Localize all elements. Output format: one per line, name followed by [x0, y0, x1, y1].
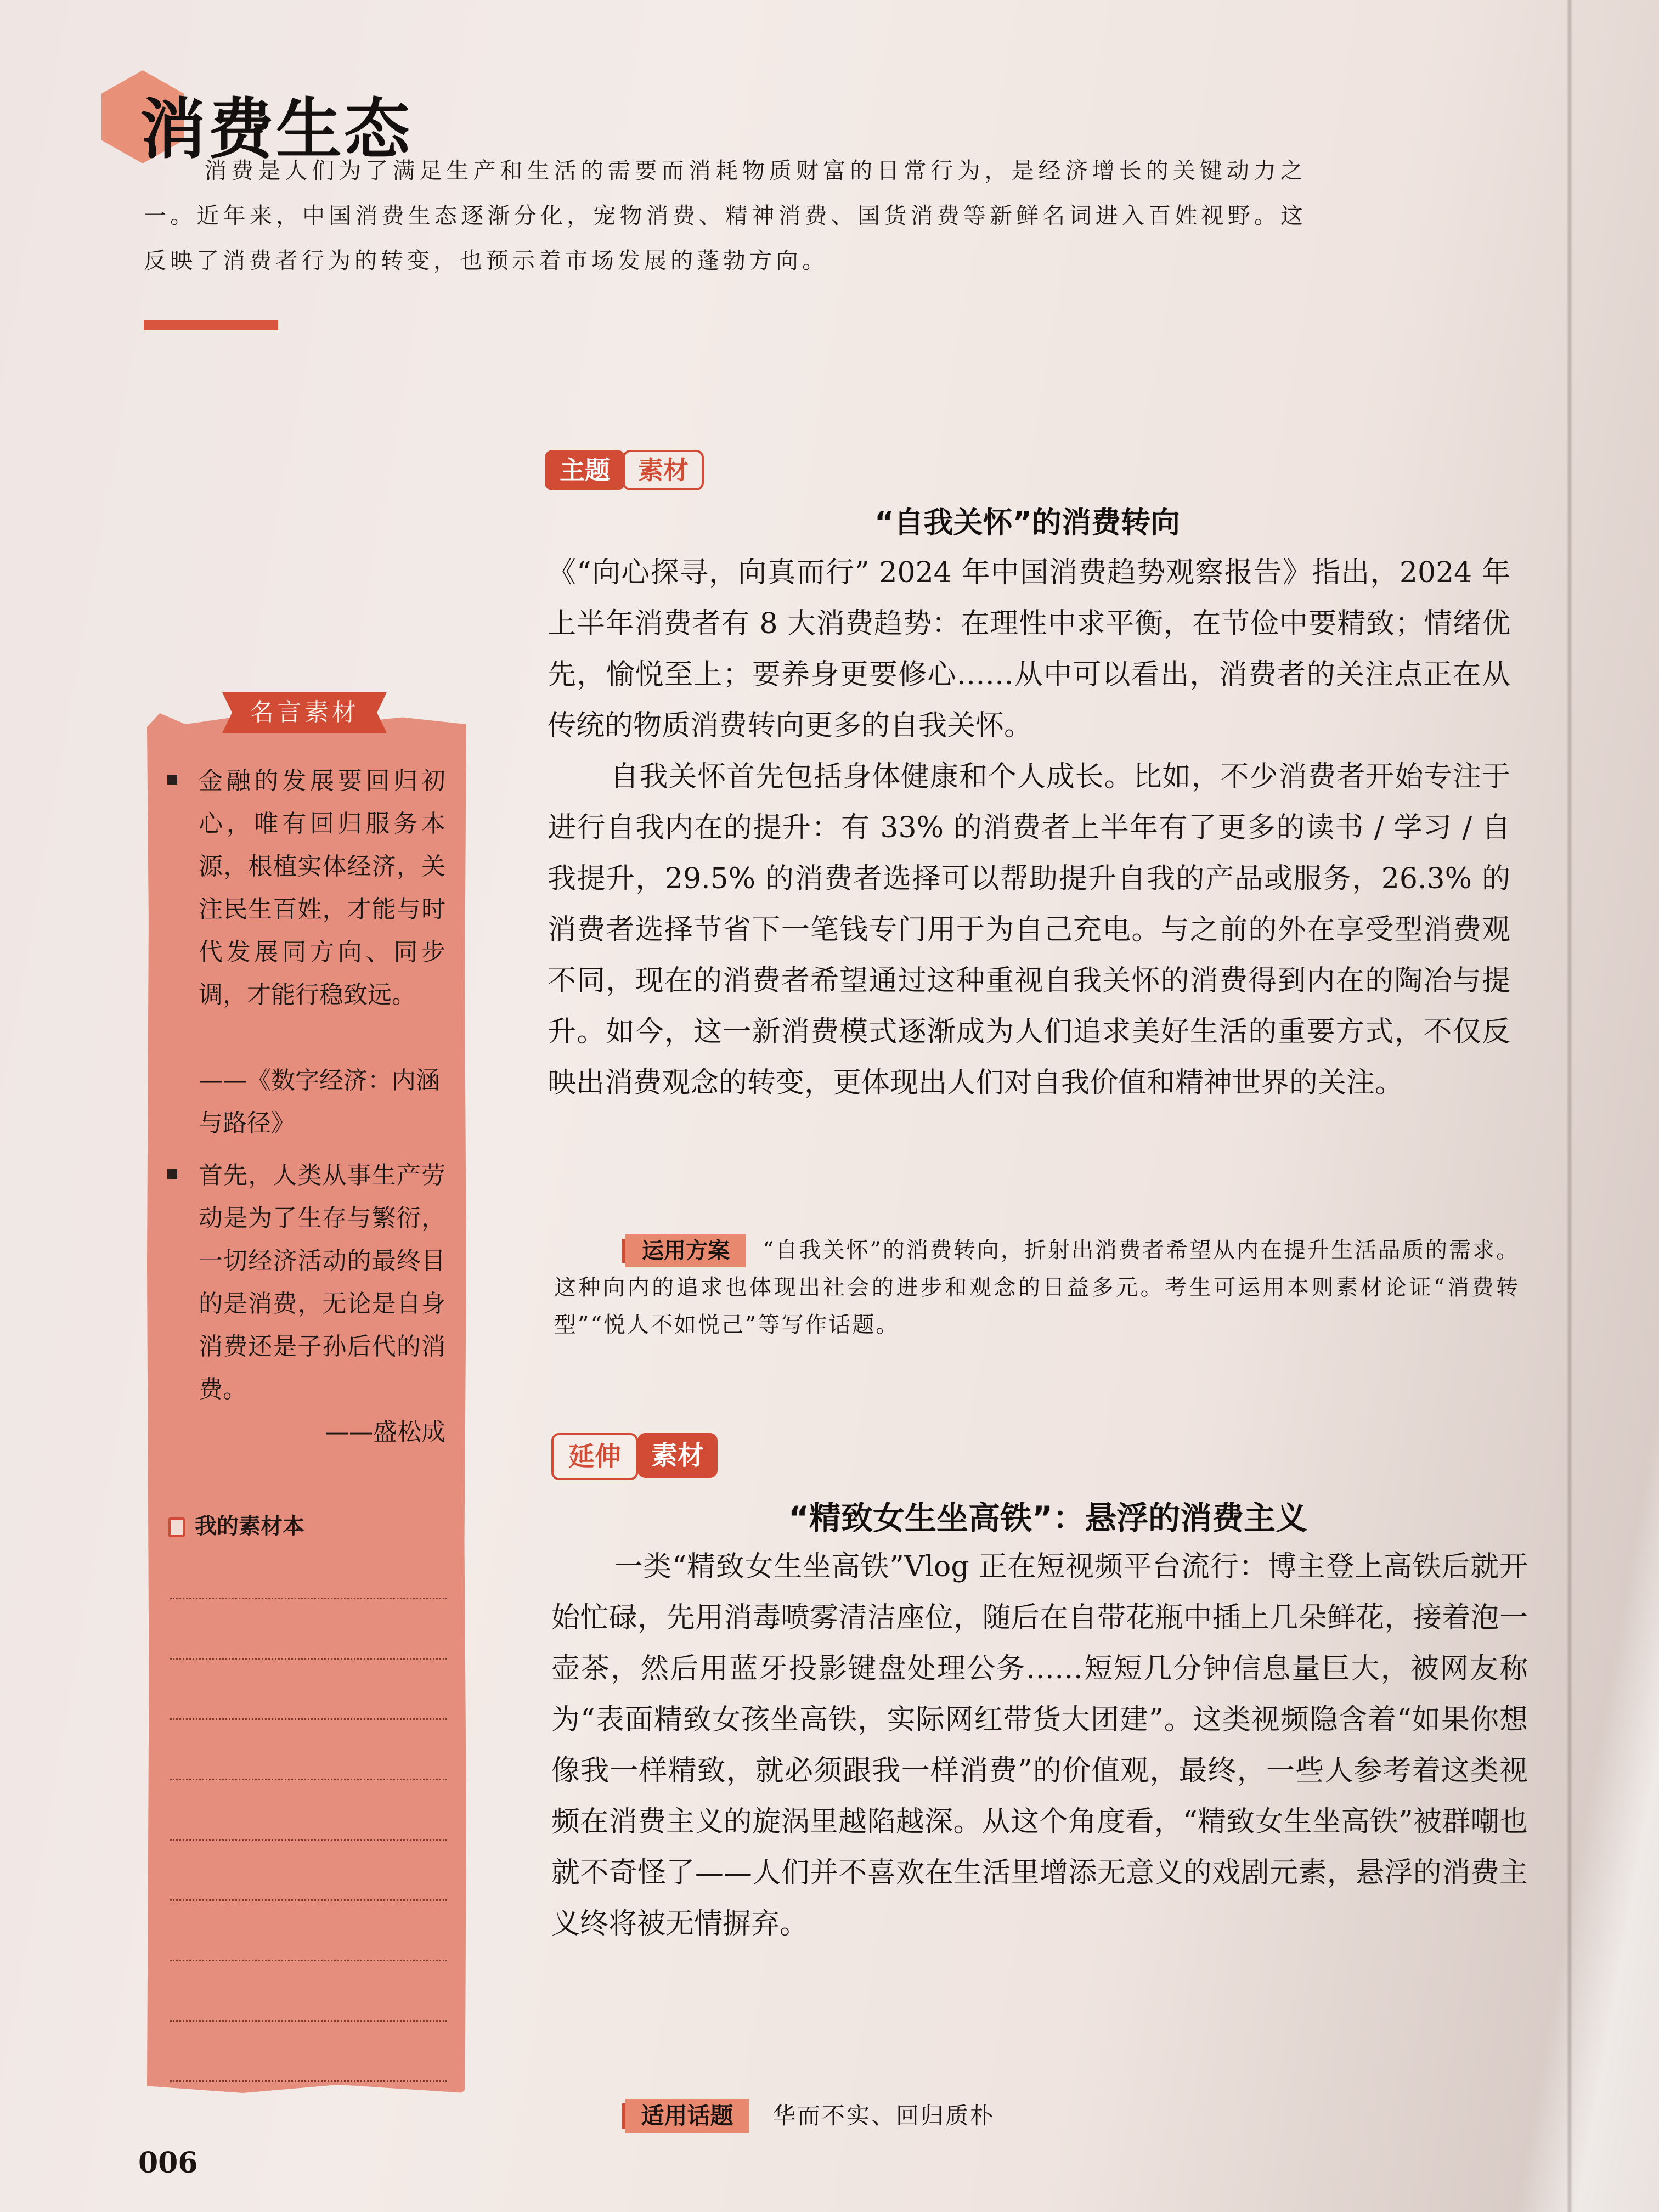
quote-bullet — [167, 775, 177, 785]
notebook-writing-line — [170, 1899, 447, 1901]
theme-paragraph: 自我关怀首先包括身体健康和个人成长。比如，不少消费者开始专注于进行自我内在的提升：有 33% 的消费者上半年有了更多的读书 / 学习 / 自我提升，29.5% 的消费者选择可以帮助提升自我的产品或服务，26.3% 的消费者选择节省下一笔钱专门用于为自己充电。与之前的外在享受型消费观不同，现在的消费者希望通过这种重视自我关怀的消费得到内在的陶冶与提升。如今，这一新消费模式逐渐成为人们追求美好生活的重要方式，不仅反映出消费观念的转变，更体现出人们对自我价值和精神世界的关注。 — [548, 760, 1510, 1099]
quote-bullet — [167, 1169, 177, 1179]
notebook-title: 我的素材本 — [195, 1514, 304, 1539]
notebook-writing-line — [170, 2080, 447, 2082]
theme-paragraph: 《“向心探寻，向真而行” 2024 年中国消费趋势观察报告》指出，2024 年上半年消费者有 8 大消费趋势：在理性中求平衡，在节俭中要精致；情绪优先，愉悦至上；要养身更要修心……从中可以看出，消费者的关注点正在从传统的物质消费转向更多的自我关怀。 — [548, 556, 1510, 742]
notebook-writing-line — [170, 1718, 447, 1720]
extended-body — [551, 1542, 1528, 1950]
quote-text: 金融的发展要回归初心，唯有回归服务本源，根植实体经济，关注民生百姓，才能与时代发展同方向、同步调，才能行稳致远。 — [199, 767, 445, 1009]
notebook-writing-line — [170, 2020, 447, 2022]
notebook-writing-line — [170, 1960, 447, 1961]
notebook-writing-line — [170, 1839, 447, 1841]
intro-paragraph: 消费是人们为了满足生产和生活的需要而消耗物质财富的日常行为，是经济增长的关键动力之一。近年来，中国消费生态逐渐分化，宠物消费、精神消费、国货消费等新鲜名词进入百姓视野。这反映了消费者行为的转变，也预示着市场发展的蓬勃方向。 — [144, 157, 1307, 274]
quotes-tag-label: 名言素材 — [250, 698, 359, 726]
page-title: 消费生态 — [140, 92, 412, 168]
quote-text: 首先，人类从事生产劳动是为了生存与繁衍，一切经济活动的最终目的是消费，无论是自身消费还是子孙后代的消费。 — [199, 1161, 445, 1403]
theme-body — [548, 548, 1510, 1109]
page-edge-shadow — [1566, 0, 1573, 2212]
theme-usage-text: “自我关怀”的消费转向，折射出消费者希望从内在提升生活品质的需求。这种向内的追求也体现出社会的进步和观念的日益多元。考生可运用本则素材论证“消费转型”“悦人不如悦己”等写作话题。 — [554, 1238, 1520, 1338]
theme-tag-secondary: 素材 — [623, 450, 704, 490]
extended-heading: “精致女生坐高铁”：悬浮的消费主义 — [788, 1499, 1308, 1537]
page-number: 006 — [138, 2146, 198, 2180]
notebook-writing-line — [170, 1658, 447, 1660]
extended-usage-text: 华而不实、回归质朴 — [772, 2102, 995, 2129]
notebook-writing-line — [170, 1598, 447, 1599]
notebook-writing-line — [170, 1779, 447, 1780]
extended-tag-primary: 延伸 — [551, 1433, 638, 1480]
extended-tag-secondary: 素材 — [637, 1433, 718, 1478]
theme-usage-label: 运用方案 — [625, 1234, 746, 1267]
quote-source: ——盛松成 — [325, 1418, 445, 1446]
theme-heading: “自我关怀”的消费转向 — [874, 505, 1180, 540]
title-divider — [144, 320, 278, 330]
extended-usage-label: 适用话题 — [625, 2099, 749, 2133]
extended-paragraph: 一类“精致女生坐高铁”Vlog 正在短视频平台流行：博主登上高铁后就开始忙碌，先用消毒喷雾清洁座位，随后在自带花瓶中插上几朵鲜花，接着泡一壶茶，然后用蓝牙投影键盘处理公务……短短几分钟信息量巨大，被网友称为“表面精致女孩坐高铁，实际网红带货大团建”。这类视频隐含着“如果你想像我一样精致，就必须跟我一样消费”的价值观，最终，一些人参考着这类视频在消费主义的旋涡里越陷越深。从这个角度看，“精致女生坐高铁”被群嘲也就不奇怪了——人们并不喜欢在生活里增添无意义的戏剧元素，悬浮的消费主义终将被无情摒弃。 — [551, 1550, 1528, 1940]
theme-tag-primary: 主题 — [545, 450, 625, 490]
notebook-icon — [168, 1517, 185, 1537]
quote-source: ——《数字经济：内涵与路径》 — [199, 1066, 440, 1137]
